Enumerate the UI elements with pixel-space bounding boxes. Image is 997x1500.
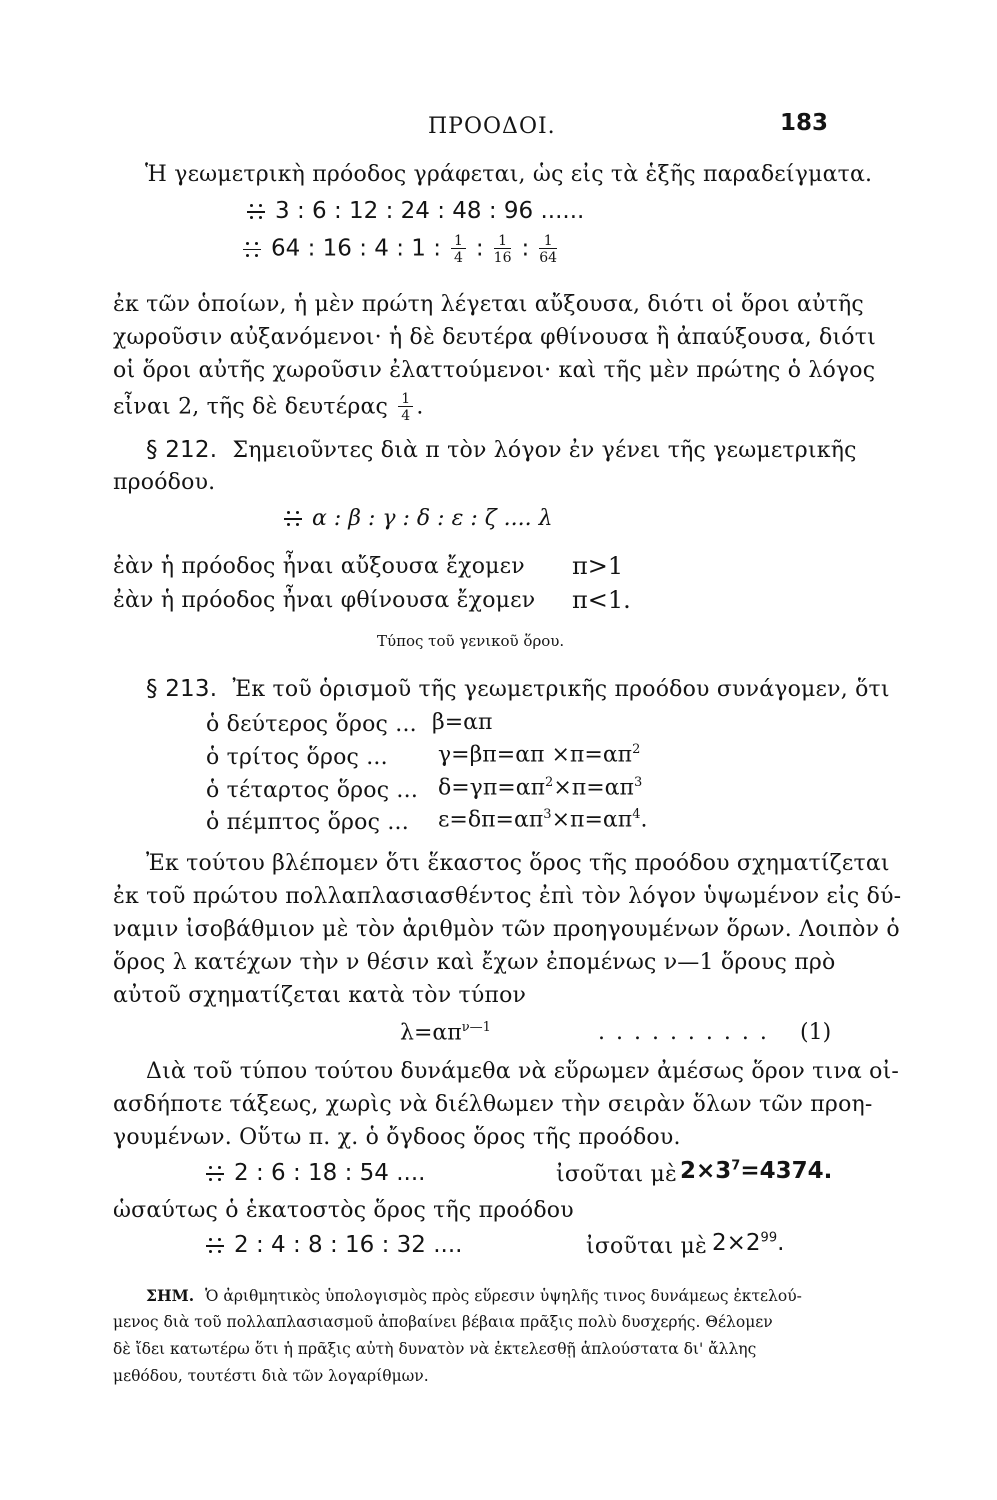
- term-fifth-math: [438, 807, 648, 832]
- text: .: [416, 394, 424, 420]
- sequence-terms: α : β : γ : δ : ε : ζ .... λ: [312, 506, 553, 531]
- colon: :: [521, 235, 530, 262]
- text: ×π=απ: [553, 775, 634, 801]
- paragraph-line: ασδήποτε τάξεως, χωρὶς νὰ διέλθωμεν τὴν σειρὰν ὅλων τῶν προη-: [113, 1092, 873, 1117]
- paragraph-line: γουμένων. Οὕτω π. χ. ὁ ὄγδοος ὅρος τῆς προόδου.: [113, 1125, 681, 1150]
- progression-symbol: [243, 241, 261, 259]
- subheading: Τύπος τοῦ γενικοῦ ὅρου.: [377, 632, 565, 650]
- exponent: 3: [633, 775, 643, 790]
- paragraph-line: αὐτοῦ σχηματίζεται κατὰ τὸν τύπον: [113, 983, 527, 1008]
- note-line: μενος διὰ τοῦ πολλαπλασιασμοῦ ἀποβαίνει βέβαια πρᾶξις πολὺ δυσχερής. Θέλομεν: [113, 1313, 773, 1331]
- text: .: [777, 1230, 785, 1256]
- paragraph-line: ναμιν ἰσοβάθμιον μὲ τὸν ἀριθμὸν τῶν προηγουμένων ὅρων. Λοιπὸν ὁ: [113, 917, 900, 942]
- paragraph-line: Ἐκ τούτου βλέπομεν ὅτι ἕκαστος ὅρος τῆς προόδου σχηματίζεται: [146, 851, 890, 876]
- paragraph-line: ἐκ τῶν ὁποίων, ἡ μὲν πρώτη λέγεται αὔξουσα, διότι οἱ ὅροι αὐτῆς: [113, 292, 864, 317]
- paragraph-line: οἱ ὅροι αὐτῆς χωροῦσιν ἐλαττούμενοι· καὶ τῆς μὲν πρώτης ὁ λόγος: [113, 358, 876, 383]
- text: εἶναι 2, τῆς δὲ δευτέρας: [113, 394, 389, 420]
- page-number: 183: [780, 110, 829, 136]
- example-hundredth-text: ἰσοῦται μὲ: [586, 1234, 708, 1259]
- paragraph-line: ὡσαύτως ὁ ἑκατοστὸς ὅρος τῆς προόδου: [113, 1198, 574, 1223]
- term-third-math: [438, 742, 640, 767]
- condition-increasing: ἐὰν ἡ πρόοδος ἦναι αὔξουσα ἔχομεν: [113, 554, 525, 579]
- term-second-label: ὁ δεύτερος ὅρος ...: [206, 712, 417, 737]
- condition-decreasing: ἐὰν ἡ πρόοδος ἦναι φθίνουσα ἔχομεν: [113, 588, 536, 613]
- paragraph-line: προόδου.: [113, 470, 216, 495]
- note-line: δὲ ἴδει κατωτέρω ὅτι ἡ πρᾶξις αὐτὴ δυνατὸν νὰ ἐκτελεσθῇ ἁπλούστατα δι' ἄλλης: [113, 1340, 757, 1358]
- formula-leader-dots: . . . . . . . . . .: [598, 1020, 769, 1045]
- sequence-terms: 2 : 4 : 8 : 16 : 32 ....: [234, 1232, 463, 1258]
- example-eighth-term: [206, 1160, 425, 1186]
- text: ε=δπ=απ: [438, 807, 544, 833]
- note-line: [146, 1286, 802, 1305]
- paragraph-line: χωροῦσιν αὐξανόμενοι· ἡ δὲ δευτέρα φθίνουσα ἢ ἀπαύξουσα, διότι: [113, 325, 876, 350]
- condition-increasing-math: π>1: [572, 552, 624, 580]
- example-hundredth-result: [712, 1230, 784, 1256]
- term-fifth-label: ὁ πέμπτος ὅρος ...: [206, 810, 409, 835]
- text: 2×2: [712, 1230, 761, 1256]
- exponent: 2: [545, 775, 554, 790]
- exponent: ν—1: [461, 1020, 491, 1035]
- paragraph-line: Διὰ τοῦ τύπου τούτου δυνάμεθα νὰ εὕρωμεν ἀμέσως ὅρον τινα οἰ-: [146, 1059, 900, 1084]
- condition-decreasing-math: π<1.: [572, 586, 631, 614]
- progression-symbol: [284, 510, 302, 528]
- text: Ὁ ἀριθμητικὸς ὑπολογισμὸς πρὸς εὕρεσιν ὑψηλῆς τινος δυνάμεως ἐκτελού-: [205, 1287, 802, 1305]
- running-title: ΠΡΟΟΔΟΙ.: [428, 114, 556, 139]
- progression-symbol: [247, 203, 265, 221]
- text: γ=βπ=απ ×π=απ: [438, 742, 633, 768]
- paragraph-line: [113, 392, 424, 423]
- term-third-label: ὁ τρίτος ὅρος ...: [206, 745, 388, 770]
- text: λ=απ: [400, 1020, 462, 1046]
- sequence-terms: 64 : 16 : 4 : 1 :: [271, 235, 441, 262]
- fraction-one-sixteenth: $\frac{1}{16}$: [493, 233, 512, 266]
- text: ×π=απ: [551, 807, 633, 833]
- text: Ἐκ τοῦ ὁρισμοῦ τῆς γεωμετρικῆς προόδου συνάγομεν, ὅτι: [232, 677, 890, 702]
- sequence-terms: 3 : 6 : 12 : 24 : 48 : 96 ......: [275, 198, 585, 224]
- section-212-line: [146, 437, 857, 463]
- note-line: μεθόδου, τουτέστι διὰ τῶν λογαρίθμων.: [113, 1367, 429, 1385]
- exponent: 3: [543, 807, 552, 822]
- general-term-formula: [400, 1020, 491, 1045]
- sequence-example-2: [243, 234, 560, 265]
- sequence-terms: 2 : 6 : 18 : 54 ....: [234, 1160, 426, 1186]
- paragraph-line: ἐκ τοῦ πρώτου πολλαπλασιασθέντος ἐπὶ τὸν λόγον ὑψωμένον εἰς δύ-: [113, 884, 902, 909]
- text: Σημειοῦντες διὰ π τὸν λόγον ἐν γένει τῆς γεωμετρικῆς: [232, 438, 857, 463]
- exponent: 7: [731, 1158, 741, 1174]
- example-hundredth-term: [206, 1232, 462, 1258]
- exponent: 4: [632, 807, 641, 822]
- paragraph-line: ὅρος λ κατέχων τὴν ν θέσιν καὶ ἔχων ἐπομένως ν—1 ὅρους πρὸ: [113, 950, 836, 975]
- text: =4374.: [740, 1158, 833, 1184]
- section-213-line: [146, 676, 890, 702]
- fraction-one-quarter: $\frac{1}{4}$: [398, 392, 413, 423]
- exponent: 99: [760, 1230, 778, 1246]
- text: .: [640, 807, 648, 833]
- term-fourth-label: ὁ τέταρτος ὅρος ...: [206, 778, 419, 803]
- term-fourth-math: [438, 775, 642, 800]
- intro-line: Ἡ γεωμετρικὴ πρόοδος γράφεται, ὡς εἰς τὰ ἑξῆς παραδείγματα.: [145, 162, 873, 187]
- sequence-example-1: [247, 198, 584, 224]
- exponent: 2: [632, 742, 641, 757]
- section-label: § 212.: [146, 437, 218, 463]
- example-eighth-result: [680, 1158, 832, 1184]
- note-label: ΣΗΜ.: [146, 1286, 195, 1305]
- general-sequence: [284, 506, 553, 531]
- formula-number: (1): [800, 1020, 832, 1045]
- progression-symbol: [206, 1165, 224, 1183]
- fraction-one-sixtyfourth: $\frac{1}{64}$: [539, 233, 558, 266]
- fraction-one-quarter: $\frac{1}{4}$: [451, 234, 466, 265]
- text: 2×3: [680, 1158, 732, 1184]
- term-second-math: β=απ: [432, 710, 493, 735]
- text: δ=γπ=απ: [438, 775, 546, 801]
- section-label: § 213.: [146, 676, 218, 702]
- colon: :: [475, 235, 484, 262]
- progression-symbol: [206, 1237, 224, 1255]
- example-eighth-text: ἰσοῦται μὲ: [556, 1162, 678, 1187]
